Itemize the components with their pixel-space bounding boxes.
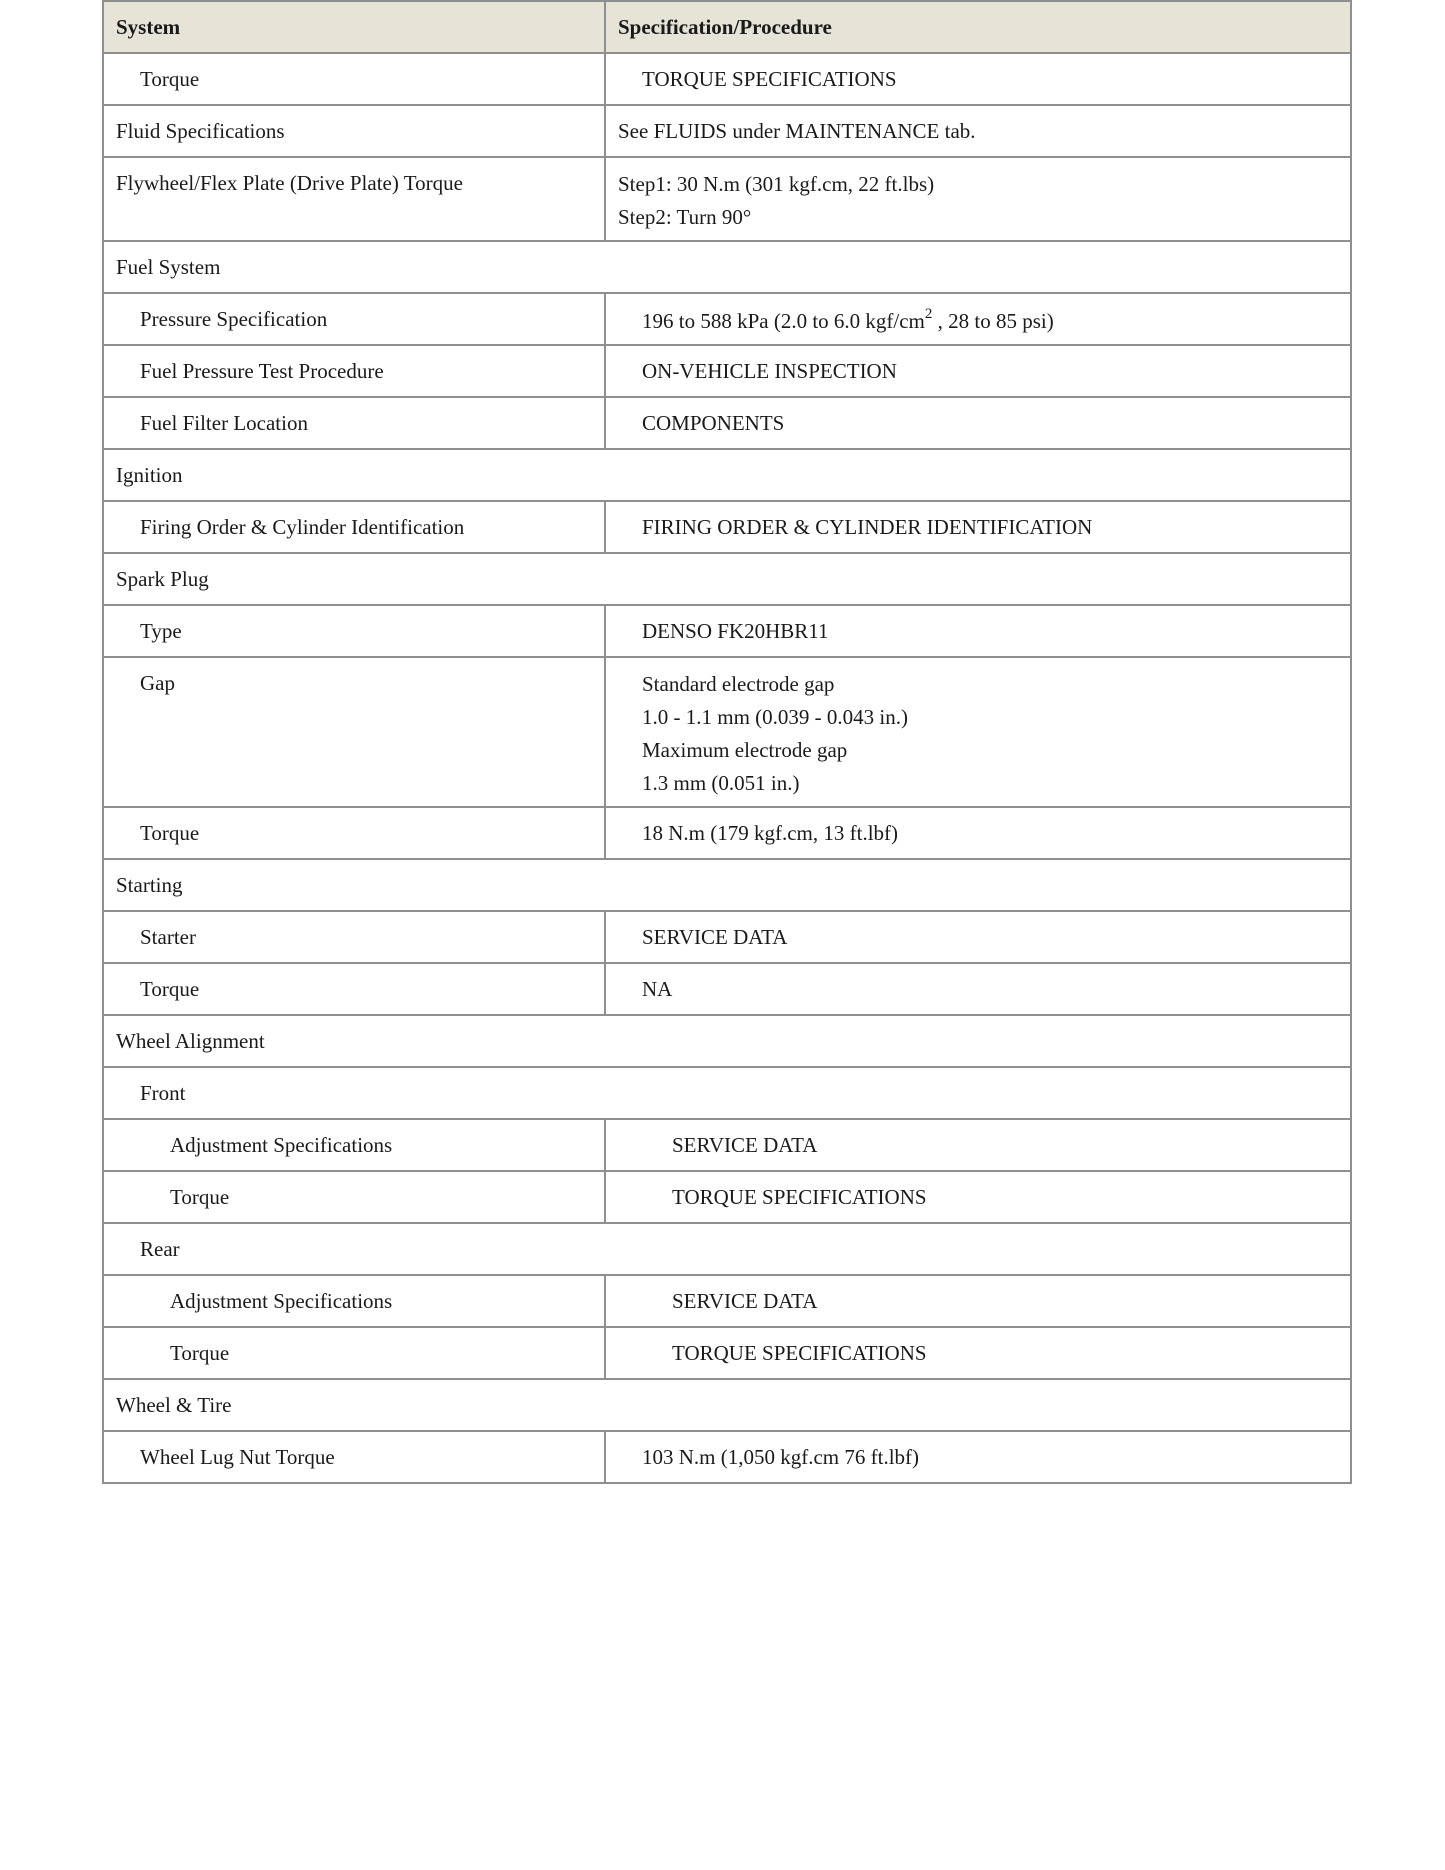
system-cell: Adjustment Specifications xyxy=(103,1119,605,1171)
table-row xyxy=(103,1275,1351,1327)
system-cell: Firing Order & Cylinder Identification xyxy=(103,501,605,553)
header-system: System xyxy=(103,1,605,53)
spec-cell xyxy=(605,157,1351,241)
section-heading: Fuel System xyxy=(103,241,1351,293)
section-row xyxy=(103,1015,1351,1067)
system-cell: Torque xyxy=(103,53,605,105)
spec-superscript: 2 xyxy=(924,306,933,322)
spec-cell: SERVICE DATA xyxy=(605,1119,1351,1171)
section-row xyxy=(103,1223,1351,1275)
spec-cell xyxy=(605,293,1351,345)
system-cell: Starter xyxy=(103,911,605,963)
spec-cell: FIRING ORDER & CYLINDER IDENTIFICATION xyxy=(605,501,1351,553)
table-body xyxy=(103,53,1351,1483)
table-row xyxy=(103,105,1351,157)
spec-line: 1.3 mm (0.051 in.) xyxy=(642,771,800,795)
system-cell: Torque xyxy=(103,807,605,859)
system-cell: Torque xyxy=(103,1171,605,1223)
table-row xyxy=(103,1119,1351,1171)
spec-cell: DENSO FK20HBR11 xyxy=(605,605,1351,657)
section-row xyxy=(103,241,1351,293)
spec-cell xyxy=(605,657,1351,807)
system-cell: Fuel Pressure Test Procedure xyxy=(103,345,605,397)
table-row xyxy=(103,605,1351,657)
table-header xyxy=(103,1,1351,53)
table-row xyxy=(103,911,1351,963)
section-heading: Wheel & Tire xyxy=(103,1379,1351,1431)
system-cell: Type xyxy=(103,605,605,657)
section-heading: Ignition xyxy=(103,449,1351,501)
system-cell: Gap xyxy=(103,657,605,807)
spec-line: Step2: Turn 90° xyxy=(618,205,752,229)
section-row xyxy=(103,449,1351,501)
header-specification: Specification/Procedure xyxy=(605,1,1351,53)
spec-cell: TORQUE SPECIFICATIONS xyxy=(605,1327,1351,1379)
table-row xyxy=(103,807,1351,859)
section-row xyxy=(103,859,1351,911)
table-row xyxy=(103,53,1351,105)
specification-table xyxy=(102,0,1352,1484)
spec-text: , 28 to 85 psi) xyxy=(932,309,1054,333)
spec-cell: TORQUE SPECIFICATIONS xyxy=(605,53,1351,105)
section-row xyxy=(103,553,1351,605)
system-cell: Torque xyxy=(103,1327,605,1379)
spec-cell: 103 N.m (1,050 kgf.cm 76 ft.lbf) xyxy=(605,1431,1351,1483)
spec-cell: NA xyxy=(605,963,1351,1015)
spec-cell: SERVICE DATA xyxy=(605,1275,1351,1327)
spec-line: 1.0 - 1.1 mm (0.039 - 0.043 in.) xyxy=(642,705,908,729)
spec-text: 196 to 588 kPa (2.0 to 6.0 kgf/cm xyxy=(642,309,925,333)
table-row xyxy=(103,1431,1351,1483)
spec-cell: ON-VEHICLE INSPECTION xyxy=(605,345,1351,397)
section-row xyxy=(103,1067,1351,1119)
table-row xyxy=(103,963,1351,1015)
system-cell: Wheel Lug Nut Torque xyxy=(103,1431,605,1483)
table-row xyxy=(103,293,1351,345)
section-heading: Rear xyxy=(103,1223,1351,1275)
spec-cell: SERVICE DATA xyxy=(605,911,1351,963)
spec-line: Maximum electrode gap xyxy=(642,738,848,762)
system-cell: Fuel Filter Location xyxy=(103,397,605,449)
section-row xyxy=(103,1379,1351,1431)
table-row xyxy=(103,397,1351,449)
system-cell: Adjustment Specifications xyxy=(103,1275,605,1327)
section-heading: Wheel Alignment xyxy=(103,1015,1351,1067)
table-row xyxy=(103,157,1351,241)
system-cell: Flywheel/Flex Plate (Drive Plate) Torque xyxy=(103,157,605,241)
section-heading: Spark Plug xyxy=(103,553,1351,605)
spec-line: Standard electrode gap xyxy=(642,672,835,696)
spec-cell: COMPONENTS xyxy=(605,397,1351,449)
header-row xyxy=(103,1,1351,53)
system-cell: Pressure Specification xyxy=(103,293,605,345)
section-heading: Starting xyxy=(103,859,1351,911)
system-cell: Torque xyxy=(103,963,605,1015)
spec-cell: 18 N.m (179 kgf.cm, 13 ft.lbf) xyxy=(605,807,1351,859)
section-heading: Front xyxy=(103,1067,1351,1119)
table-row xyxy=(103,657,1351,807)
table-row xyxy=(103,501,1351,553)
system-cell: Fluid Specifications xyxy=(103,105,605,157)
spec-line: Step1: 30 N.m (301 kgf.cm, 22 ft.lbs) xyxy=(618,172,935,196)
table-row xyxy=(103,1327,1351,1379)
table-row xyxy=(103,345,1351,397)
spec-cell: See FLUIDS under MAINTENANCE tab. xyxy=(605,105,1351,157)
table-row xyxy=(103,1171,1351,1223)
spec-cell: TORQUE SPECIFICATIONS xyxy=(605,1171,1351,1223)
